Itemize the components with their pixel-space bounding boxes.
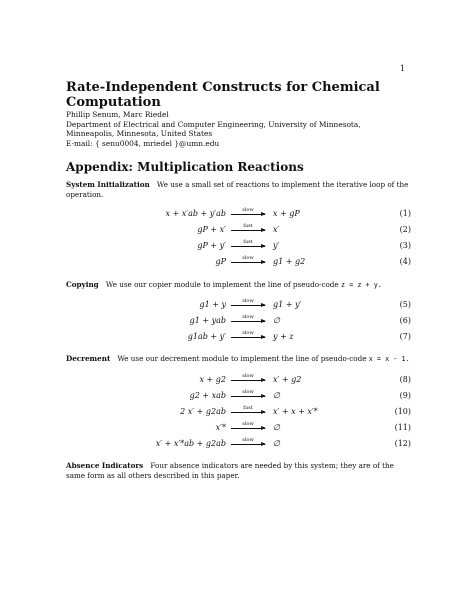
equation-row (66, 314, 411, 330)
equation-block (66, 373, 411, 454)
equation-lhs: x′ + x′*ab + g2ab (155, 439, 226, 449)
equation-lhs: gP + y′ (197, 241, 226, 251)
subsection-heading: Decrement (66, 354, 111, 364)
rate-label: fast (243, 239, 253, 246)
rate-label: fast (243, 404, 253, 411)
equation-number: (9) (399, 390, 411, 400)
rate-label: slow (242, 437, 254, 444)
equation-row (66, 405, 411, 421)
equation-number: (4) (399, 257, 411, 267)
reaction-arrow-icon (231, 223, 265, 231)
inline-code: x = x - 1. (368, 355, 410, 364)
rate-label: slow (242, 330, 254, 337)
equation-row (66, 255, 411, 271)
equation-lhs: g1 + yab (189, 315, 226, 325)
reaction-arrow-icon (231, 421, 265, 429)
equation-row (66, 207, 411, 223)
reaction-arrow-icon (231, 239, 265, 247)
equation-number: (3) (399, 241, 411, 251)
equation-lhs: g1ab + y′ (187, 332, 226, 342)
rate-label: slow (242, 372, 254, 379)
equation-number: (6) (399, 315, 411, 325)
equation-block (66, 298, 411, 347)
equation-rhs: ∅ (273, 439, 280, 449)
subsection-heading: Absence Indicators (66, 461, 144, 471)
equation-number: (7) (399, 332, 411, 342)
equation-rhs: x′ + x + x′* (273, 406, 318, 416)
section-paragraph: Copying We use our copier module to implement the line of pseudo-code z = z + y. (66, 279, 382, 289)
equation-rhs: x′ (273, 224, 280, 234)
equation-lhs: 2 x′ + g2ab (180, 406, 226, 416)
equation-row (66, 373, 411, 389)
equation-lhs: gP (215, 257, 226, 267)
paper-title: Rate-Independent Constructs for Chemical Computation (66, 80, 380, 110)
equation-number: (5) (399, 299, 411, 309)
equation-rhs: g1 + y′ (273, 299, 302, 309)
equation-rhs: y + z (273, 332, 294, 342)
reaction-arrow-icon (231, 389, 265, 397)
inline-code: z = z + y. (340, 280, 382, 289)
equation-row (66, 389, 411, 405)
reaction-arrow-icon (231, 314, 265, 322)
equation-row (66, 421, 411, 437)
authors: Phillip Senum, Marc Riedel (66, 110, 169, 119)
equation-row (66, 330, 411, 346)
equation-rhs: ∅ (273, 423, 280, 433)
rate-label: slow (242, 388, 254, 395)
affiliation: Department of Electrical and Computer Engineering, University of Minnesota, Minneapolis, Minnesota, United States (66, 119, 361, 139)
equation-row (66, 223, 411, 239)
rate-label: slow (242, 206, 254, 213)
equation-lhs: x′* (215, 423, 226, 433)
reaction-arrow-icon (231, 330, 265, 338)
equation-rhs: x + gP (273, 208, 300, 218)
rate-label: slow (242, 421, 254, 428)
equation-block (66, 207, 411, 272)
equation-number: (12) (394, 439, 411, 449)
equation-number: (10) (394, 406, 411, 416)
section-paragraph: System Initialization We use a small set of reactions to implement the iterative loop of the operation. (66, 180, 409, 199)
section-paragraph: Absence Indicators Four absence indicators are needed by this system; they are of the same form as all others described in this paper. (66, 461, 394, 480)
rate-label: slow (242, 255, 254, 262)
sections (66, 180, 411, 479)
reaction-arrow-icon (231, 405, 265, 413)
equation-rhs: x′ + g2 (273, 374, 302, 384)
equation-row (66, 298, 411, 314)
equation-lhs: g2 + xab (189, 390, 226, 400)
equation-rhs: ∅ (273, 315, 280, 325)
equation-rhs: ∅ (273, 390, 280, 400)
equation-row (66, 437, 411, 453)
paper-body (66, 80, 411, 486)
equation-rhs: g1 + g2 (273, 257, 306, 267)
reaction-arrow-icon (231, 373, 265, 381)
rate-label: slow (242, 313, 254, 320)
reaction-arrow-icon (231, 437, 265, 445)
equation-number: (1) (399, 208, 411, 218)
equation-row (66, 239, 411, 255)
reaction-arrow-icon (231, 207, 265, 215)
rate-label: slow (242, 297, 254, 304)
equation-lhs: x + g2 (199, 374, 226, 384)
reaction-arrow-icon (231, 255, 265, 263)
equation-number: (11) (394, 423, 411, 433)
equation-number: (2) (399, 224, 411, 234)
equation-lhs: g1 + y (199, 299, 226, 309)
reaction-arrow-icon (231, 298, 265, 306)
section-paragraph: Decrement We use our decrement module to implement the line of pseudo-code x = x - 1. (66, 354, 410, 364)
subsection-heading: Copying (66, 279, 99, 289)
email: E-mail: { senu0004, mriedel }@umn.edu (66, 138, 220, 148)
subsection-heading: System Initialization (66, 180, 150, 190)
page-number: 1 (399, 64, 405, 73)
rate-label: fast (243, 222, 253, 229)
equation-rhs: y′ (273, 241, 280, 251)
section-title: Appendix: Multiplication Reactions (66, 160, 304, 175)
equation-lhs: gP + x′ (197, 224, 226, 234)
equation-number: (8) (399, 374, 411, 384)
equation-lhs: x + x′ab + y′ab (165, 208, 226, 218)
